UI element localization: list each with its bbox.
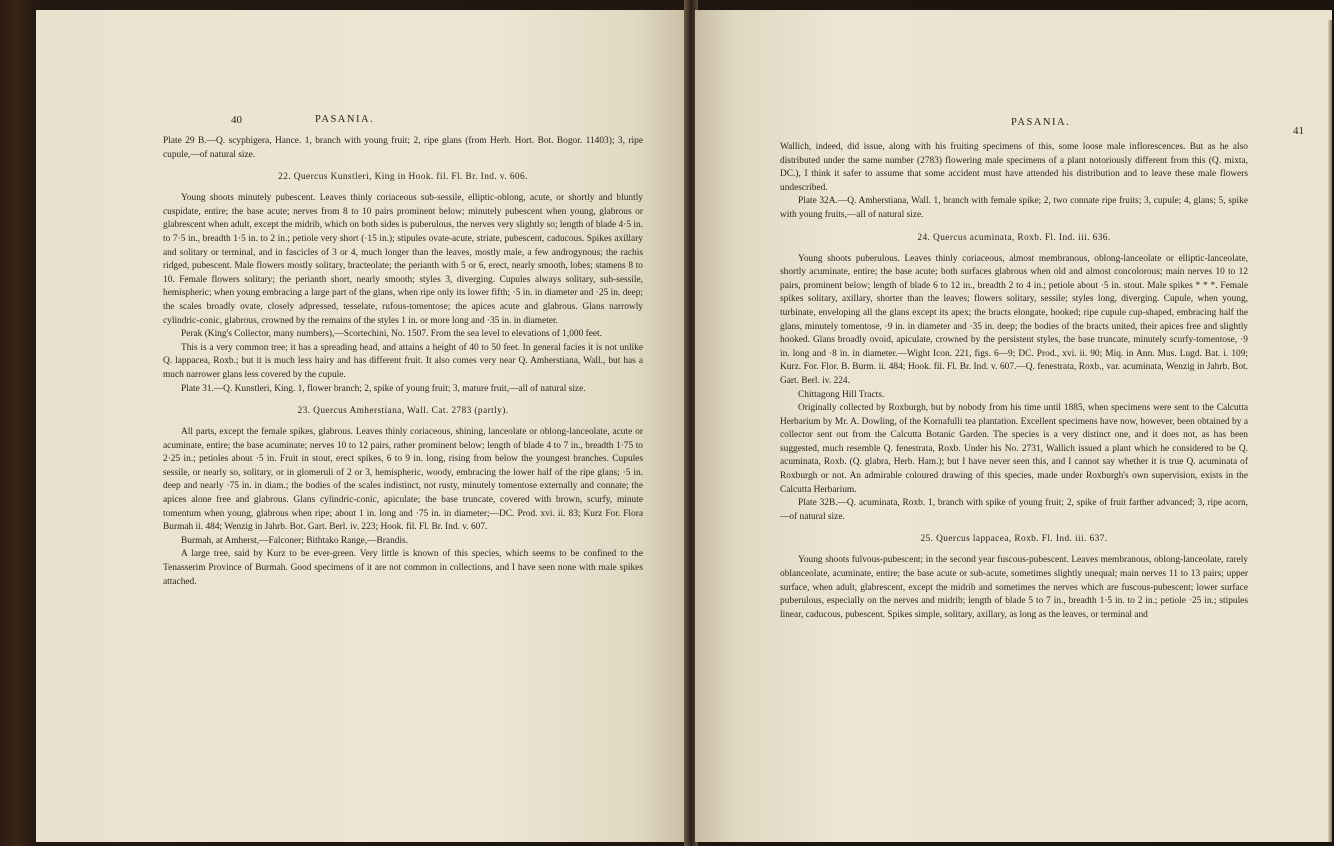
species-heading-lappacea: 25. Quercus lappacea, Roxb. Fl. Ind. iii. 637.: [920, 534, 1108, 545]
page-number-left: 40: [231, 114, 242, 126]
plate-caption-31: Plate 31.—Q. Kunstleri, King. 1, flower branch; 2, spike of young fruit; 3, mature fruit,—all of natural size.: [181, 383, 586, 394]
notes-amherstiana: A large tree, said by Kurz to be ever-green. Very little is known of this species, which seems to be confined to the Tenasserim Province of Burmah. Good specimens of it are not common in collections, and I have seen none with male spikes attached.: [163, 549, 643, 587]
page-number-right: 41: [1293, 125, 1304, 137]
description-acuminata: Young shoots puberulous. Leaves thinly coriaceous, almost membranous, oblong-lanceolate or elliptic-lanceolate, shortly acuminate, entire; the base acute; both surfaces glabrous when old and almost concolorous; main nerves 10 to 12 pairs, prominent below; length of blade 6 to 12 in., breadth 2 to 4 in.; petiole about ·5 in. stout. Male spikes * * *. Female spikes solitary, axillary, shorter than the leaves; flowers solitary, sessile; styles long, diverging. Cupule, when young, turbinate, enveloping all the glans except its apex; the bracts elongate, hooked; ripe cupule cup-shaped, embracing half the glans, minutely tomentose, ·9 in. in diameter and ·35 in. deep; the bodies of the bracts united, their apices free and slightly hooked. Glans broadly ovoid, apiculate, crowned by the persistent styles, the base truncate, minutely scurfy-tomentose, ·9 in. long and ·8 in. in diameter.—Wight Icon. 221, figs. 6—9; DC. Prod., xvi. ii. 90; Miq. in Ann. Mus. Lugd. Bat. i. 109; Kurz. For. Flor. B. Burm. ii. 484; Hook. fil. Fl. Br. Ind. v. 607.—Q. fenestrata, Roxb., var. acuminata, Wenzig in Jahrb. Bot. Gart. Berl. iv. 224.: [780, 253, 1248, 386]
description-lappacea: Young shoots fulvous-pubescent; in the second year fuscous-pubescent. Leaves membranous, oblong-lanceolate, rarely oblanceolate, acuminate, entire; the base acute or sub-acute, sometimes slightly unequal; main nerves 11 to 13 pairs; upper surface, when adult, glabrescent, except the midrib and sometimes the nerves which are fuscous-pubescent; lower surface puberulous, especially on the nerves and midrib; length of blade 5 to 7 in., breadth 1·5 in. to 2 in.; petiole ·25 in.; stipules linear, caducous, pubescent. Spikes simple, solitary, axillary, as long as the leaves, or terminal and: [780, 555, 1248, 620]
notes-acuminata: Originally collected by Roxburgh, but by nobody from his time until 1885, when specimens were sent to the Calcutta Herbarium by Mr. A. Dowling, of the Kornafulli tea plantation. Excellent specimens have now, however, been obtained by a collector sent out from the Calcutta Botanic Garden. The species is a very distinct one, and it does not, as has been suggested, much resemble Q. fenestrata, Roxb. Under his No. 2731, Wallich issued a plant which he considered to be Q. acuminata, Roxb. (Q. glabra, Herb. Ham.); but I have never seen this, and I cannot say whether it is true Q. acuminata of Roxburgh or not. An admirable coloured drawing of this species, made under Roxburgh's own supervision, exists in the Calcutta Herbarium.: [780, 403, 1248, 495]
running-head-left: PASANIA.: [315, 114, 375, 125]
locality-acuminata: Chittagong Hill Tracts.: [798, 389, 885, 400]
right-page-body: [780, 141, 1248, 622]
species-heading-amherstiana: 23. Quercus Amherstiana, Wall. Cat. 2783 (partly).: [297, 406, 509, 417]
running-head-right: PASANIA.: [1011, 117, 1071, 128]
description-amherstiana: All parts, except the female spikes, glabrous. Leaves thinly coriaceous, shining, lanceolate or oblong-lanceolate, acute or acuminate, entire; the base acuminate; nerves 10 to 12 pairs, rather prominent below; length of blade 4 to 7 in., breadth 1·75 to 2·25 in.; petioles about ·5 in. Fruit in stout, erect spikes, 6 to 9 in. long, rising from below the youngest branches. Cupules sessile, or nearly so, solitary, or in glomeruli of 2 or 3, hemispheric, woody, embracing the lower half of the ripe glans; ·5 in. deep and nearly ·75 in. in diam.; the bodies of the scales indistinct, not rusty, minutely tomentose externally and connate; the apices alone free and glabrous. Glans cylindric-conic, apiculate; the base truncate, covered with brown, scurfy, minute tomentum when young, glabrous when ripe; about 1 in. long and ·75 in. in diameter;—DC. Prod. xvi. ii. 83; Kurz For. Flora Burmah ii. 484; Wenzig in Jahrb. Bot. Gart. Berl. iv. 223; Hook. fil. Fl. Br. Ind. v. 607.: [163, 427, 643, 533]
description-kunstleri: Young shoots minutely pubescent. Leaves thinly coriaceous sub-sessile, elliptic-oblong, acute, or shortly and bluntly cuspidate, entire; the base acute; nerves from 8 to 10 pairs prominent below; minutely pubescent when young, glabrous or glabrescent when adult, except the midrib, which on both sides is puberulous, the nerves very slightly so; length of blade 4·5 in. to 7·5 in., breadth 1·5 in. to 2 in.; petiole very short (·15 in.); stipules ovate-acute, striate, pubescent, caducous. Spikes axillary and solitary or terminal, and in fascicles of 3 or 4, much longer than the leaves, mostly male, a few androgynous; the rachis ridged, pubescent. Male flowers mostly solitary, bracteolate; the perianth with 5 or 6, erect, nearly smooth, lobes; stamens 8 to 10. Female flowers solitary; the perianth short, nearly smooth; styles 3, diverging. Cupules always solitary, sub-sessile, hemispheric; when young embracing a large part of the glans, when ripe only its lower fifth; ·5 in. in diameter and ·25 in. deep; the scales broadly ovate, closely adpressed, tesselate, rufous-tomentose; the apices acute and glabrous. Glans narrowly cylindric-conic, glabrous, crowned by the remains of the styles 1 in. or more long and ·35 in. in diameter.: [163, 193, 643, 326]
locality-kunstleri: Perak (King's Collector, many numbers),—Scortechini, No. 1507. From the sea level to elevations of 1,000 feet.: [181, 329, 603, 340]
species-heading-kunstleri: 22. Quercus Kunstleri, King in Hook. fil. Fl. Br. Ind. v. 606.: [278, 172, 528, 183]
plate-caption-29b: Plate 29 B.—Q. scyphigera, Hance. 1, branch with young fruit; 2, ripe glans (from Herb. Hort. Bot. Bogor. 11403); 3, ripe cupule,—of natural size.: [163, 136, 643, 160]
plate-caption-32a: Plate 32A.—Q. Amherstiana, Wall. 1, branch with female spike; 2, two connate ripe fruits; 3, cupule; 4, glans; 5, spike with young fruits,—all of natural size.: [780, 196, 1248, 220]
left-page-body: [163, 135, 643, 589]
page-edge: [1328, 20, 1332, 842]
species-heading-acuminata: 24. Quercus acuminata, Roxb. Fl. Ind. iii. 636.: [917, 232, 1111, 243]
right-page: [695, 10, 1332, 842]
continuation-amherstiana: Wallich, indeed, did issue, along with his fruiting specimens of this, some loose male inflorescences. But as he also distributed under the same number (2783) flowering male specimens of a plant notoriously different from this (Q. mixta, DC.), I think it safer to assume that some accident must have attended his distribution and to leave these male flowers undescribed.: [780, 142, 1248, 193]
notes-kunstleri: This is a very common tree; it has a spreading head, and attains a height of 40 to 50 feet. In general facies it is not unlike Q. lappacea, Roxb.; but it is much less hairy and has different fruit. It also comes very near Q. Amherstiana, Wall., but has a much narrower glans less covered by the cupule.: [163, 342, 643, 380]
plate-caption-32b: Plate 32B.—Q. acuminata, Roxb. 1, branch with spike of young fruit; 2, spike of fruit farther advanced; 3, ripe acorn,—of natural size.: [780, 498, 1248, 522]
left-page: [36, 10, 687, 842]
locality-amherstiana: Burmah, at Amherst,—Falconer; Bithtako Range,—Brandis.: [181, 535, 409, 546]
